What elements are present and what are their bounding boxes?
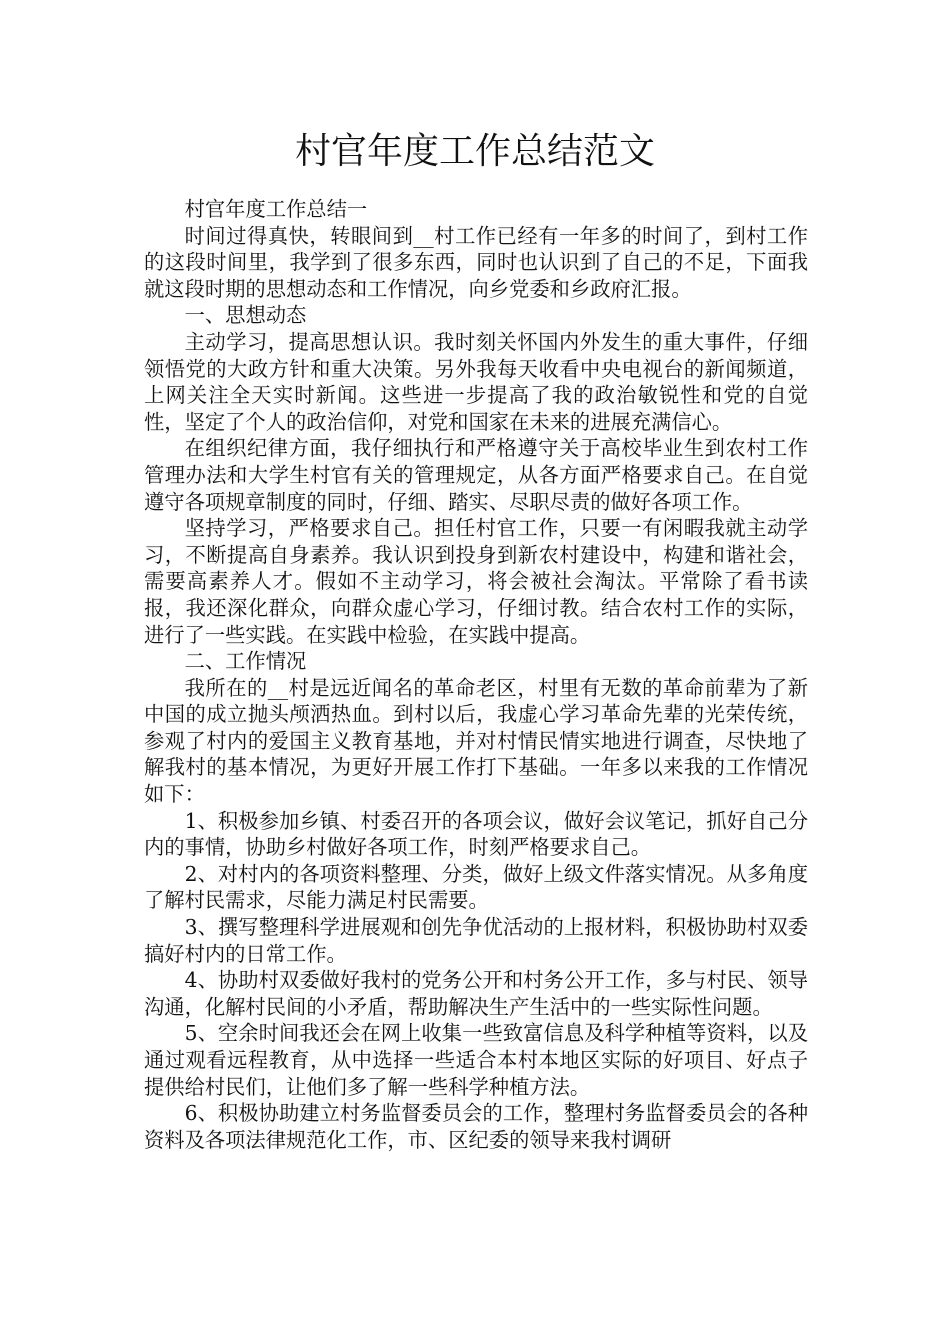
list-item-2: 2、对村内的各项资料整理、分类，做好上级文件落实情况。从多角度了解村民需求，尽能力满足村民需要。 [144,861,808,913]
list-item-1: 1、积极参加乡镇、村委召开的各项会议，做好会议笔记，抓好自己分内的事情，协助乡村做好各项工作，时刻严格要求自己。 [144,808,808,860]
paragraph-discipline: 在组织纪律方面，我仔细执行和严格遵守关于高校毕业生到农村工作管理办法和大学生村官有关的管理规定，从各方面严格要求自己。在自觉遵守各项规章制度的同时，仔细、踏实、尽职尽责的做好各项工作。 [144,436,808,514]
list-item-4: 4、协助村双委做好我村的党务公开和村务公开工作，多与村民、领导沟通，化解村民间的小矛盾，帮助解决生产生活中的一些实际性问题。 [144,968,808,1019]
document-body [144,196,808,1153]
paragraph-village: 我所在的__村是远近闻名的革命老区，村里有无数的革命前辈为了新中国的成立抛头颅洒热血。到村以后，我虚心学习革命先辈的光荣传统，参观了村内的爱国主义教育基地，并对村情民情实地进行调查，尽快地了解我村的基本情况，为更好开展工作打下基础。一年多以来我的工作情况如下： [144,675,808,807]
document-title: 村官年度工作总结范文 [294,131,655,172]
paragraph-learning: 坚持学习，严格要求自己。担任村官工作，只要一有闲暇我就主动学习，不断提高自身素养。我认识到投身到新农村建设中，构建和谐社会，需要高素养人才。假如不主动学习，将会被社会淘汰。平常除了看书读报，我还深化群众，向群众虚心学习，仔细讨教。结合农村工作的实际，进行了一些实践。在实践中检验，在实践中提高。 [144,516,808,647]
section-heading-work: 二、工作情况 [184,649,307,674]
paragraph-intro: 时间过得真快，转眼间到__村工作已经有一年多的时间了，到村工作的这段时间里，我学到了很多东西，同时也认识到了自己的不足，下面我就这段时期的思想动态和工作情况，向乡党委和乡政府汇报。 [144,223,808,301]
list-item-3: 3、撰写整理科学进展观和创先争优活动的上报材料，积极协助村双委搞好村内的日常工作。 [144,915,808,966]
paragraph-study: 主动学习，提高思想认识。我时刻关怀国内外发生的重大事件，仔细领悟党的大政方针和重大决策。另外我每天收看中央电视台的新闻频道，上网关注全天实时新闻。这些进一步提高了我的政治敏锐性和党的自觉性，坚定了个人的政治信仰，对党和国家在未来的进展充满信心。 [144,329,808,434]
paragraph-subtitle: 村官年度工作总结一 [184,197,368,221]
list-item-6: 6、积极协助建立村务监督委员会的工作，整理村务监督委员会的各种资料及各项法律规范化工作，市、区纪委的领导来我村调研 [144,1101,808,1152]
section-heading-thought: 一、思想动态 [184,303,307,328]
list-item-5: 5、空余时间我还会在网上收集一些致富信息及科学种植等资料，以及通过观看远程教育，从中选择一些适合本村本地区实际的好项目、好点子提供给村民们，让他们多了解一些科学种植方法。 [144,1021,808,1099]
